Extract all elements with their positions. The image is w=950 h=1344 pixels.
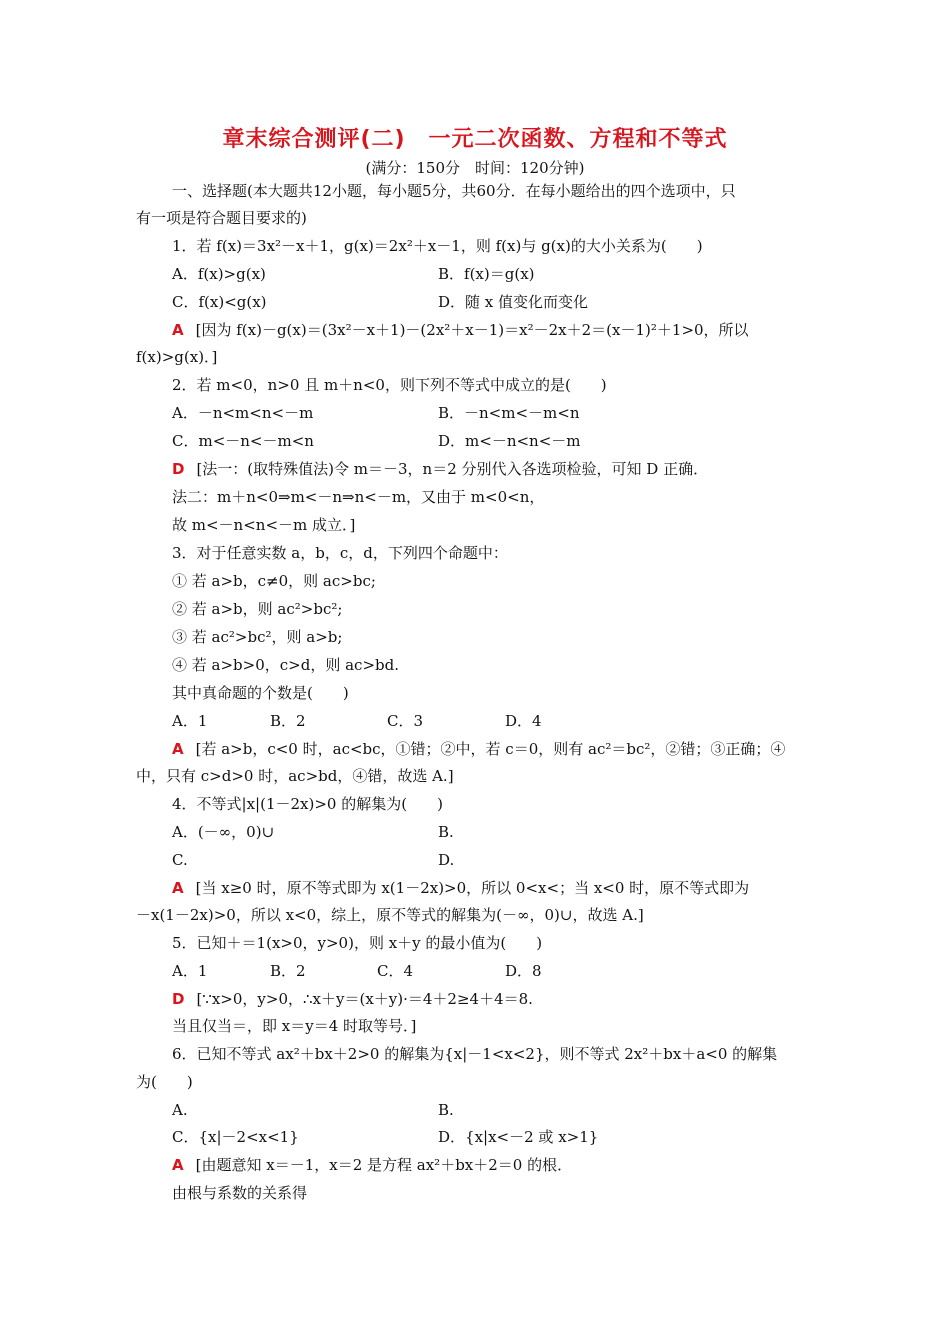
q3-option-a: A．1 [172,712,208,730]
q1-explanation: [因为 f(x)－g(x)＝(3x²－x＋1)－(2x²＋x－1)＝x²－2x＋2＝(x－1)²＋1>0，所以 [195,321,749,339]
q5-answer-letter: D [172,990,185,1008]
q2-option-c: C．m<－n<－m<n [172,432,314,450]
q4-options-row1 [172,822,772,842]
q4-explanation: [当 x≥0 时，原不等式即为 x(1－2x)>0，所以 0<x<；当 x<0 时，原不等式即为 [195,879,750,897]
page-subtitle: (满分：150分 时间：120分钟) [365,159,585,177]
q1-option-d: D．随 x 值变化而变化 [438,293,589,311]
q2-explanation-2: 法二：m＋n<0⇒m<－n⇒n<－m，又由于 m<0<n， [172,488,545,506]
question-5: 5．已知＋＝1(x>0，y>0)，则 x＋y 的最小值为( ) [172,934,543,952]
question-6: 6．已知不等式 ax²＋bx＋2>0 的解集为{x|－1<x<2}，则不等式 2x²＋bx＋a<0 的解集 [172,1045,778,1063]
q2-explanation-3: 故 m<－n<n<－m 成立．] [172,516,356,534]
q3-explanation: [若 a>b，c<0 时，ac<bc，①错；②中，若 c＝0，则有 ac²＝bc²，②错；③正确；④ [195,740,786,758]
section-heading: 一、选择题(本大题共12小题，每小题5分，共60分．在每小题给出的四个选项中，只 [172,182,736,200]
q2-option-d: D．m<－n<n<－m [438,432,581,450]
q6-options-row2 [172,1127,772,1147]
q3-option-d: D．4 [505,712,542,730]
q3-question: 其中真命题的个数是( ) [172,684,349,702]
q6-answer-letter: A [172,1156,184,1174]
q1-option-b: B．f(x)＝g(x) [438,265,535,283]
q6-option-d: D．{x|x<－2 或 x>1} [438,1128,599,1146]
q2-options-row1 [172,403,772,423]
q5-answer [172,989,533,1009]
q1-options-row1 [172,264,772,284]
q5-option-a: A．1 [172,962,208,980]
q1-answer-letter: A [172,321,184,339]
question-3: 3．对于任意实数 a，b，c，d，下列四个命题中： [172,544,508,562]
q6-explanation-cont: 由根与系数的关系得 [172,1184,308,1202]
q1-option-c: C．f(x)<g(x) [172,293,267,311]
q3-option-b: B．2 [270,712,306,730]
q6-answer [172,1155,572,1175]
q3-proposition-3: ③ 若 ac²>bc²，则 a>b; [172,628,343,646]
q3-answer-letter: A [172,740,184,758]
q2-explanation: [法一：(取特殊值法)令 m＝－3，n＝2 分别代入各选项检验，可知 D 正确． [196,460,709,478]
q1-options-row2 [172,292,772,312]
q5-options-row [172,961,772,981]
q3-explanation-cont: 中，只有 c>d>0 时，ac>bd，④错，故选 A.] [136,767,454,785]
q4-option-b: B. [438,823,454,841]
section-heading-cont: 有一项是符合题目要求的) [136,209,307,227]
q4-option-d: D. [438,851,455,869]
q4-option-c: C. [172,851,188,869]
q1-explanation-cont: f(x)>g(x)．] [136,348,218,366]
q5-option-b: B．2 [270,962,306,980]
q3-proposition-1: ① 若 a>b，c≠0，则 ac>bc; [172,572,376,590]
q3-option-c: C．3 [387,712,424,730]
q6-explanation: [由题意知 x＝－1，x＝2 是方程 ax²＋bx＋2＝0 的根． [195,1156,573,1174]
question-1: 1．若 f(x)＝3x²－x＋1，g(x)＝2x²＋x－1，则 f(x)与 g(x)的大小关系为( ) [172,237,703,255]
q6-option-b: B. [438,1101,454,1119]
q2-answer [172,459,708,479]
q3-answer [172,739,785,759]
q2-option-b: B．－n<m<－m<n [438,404,580,422]
q5-explanation: [∵x>0，y>0，∴x＋y＝(x＋y)·＝4＋2≥4＋4＝8. [196,990,533,1008]
q5-option-c: C．4 [377,962,414,980]
question-6-cont: 为( ) [136,1073,193,1091]
q3-proposition-4: ④ 若 a>b>0，c>d，则 ac>bd. [172,656,399,674]
q2-answer-letter: D [172,460,185,478]
q4-option-a: A．(－∞，0)∪ [172,823,275,841]
q5-explanation-cont: 当且仅当＝，即 x＝y＝4 时取等号．] [172,1017,417,1035]
q5-option-d: D．8 [505,962,542,980]
q4-answer-letter: A [172,879,184,897]
q6-option-a: A. [172,1101,188,1119]
question-4: 4．不等式|x|(1－2x)>0 的解集为( ) [172,795,443,813]
q4-answer [172,878,749,898]
q4-explanation-cont: －x(1－2x)>0，所以 x<0，综上，原不等式的解集为(－∞，0)∪，故选 A.] [136,906,644,924]
q3-options-row [172,711,772,731]
page-title: 章末综合测评(二) 一元二次函数、方程和不等式 [222,127,728,152]
q1-answer [172,320,749,340]
question-2: 2．若 m<0，n>0 且 m＋n<0，则下列不等式中成立的是( ) [172,376,607,394]
q1-option-a: A．f(x)>g(x) [172,265,266,283]
q2-options-row2 [172,431,772,451]
q6-option-c: C．{x|－2<x<1} [172,1128,299,1146]
q3-proposition-2: ② 若 a>b，则 ac²>bc²; [172,600,343,618]
q4-options-row2 [172,850,772,870]
q6-options-row1 [172,1100,772,1120]
q2-option-a: A．－n<m<n<－m [172,404,314,422]
